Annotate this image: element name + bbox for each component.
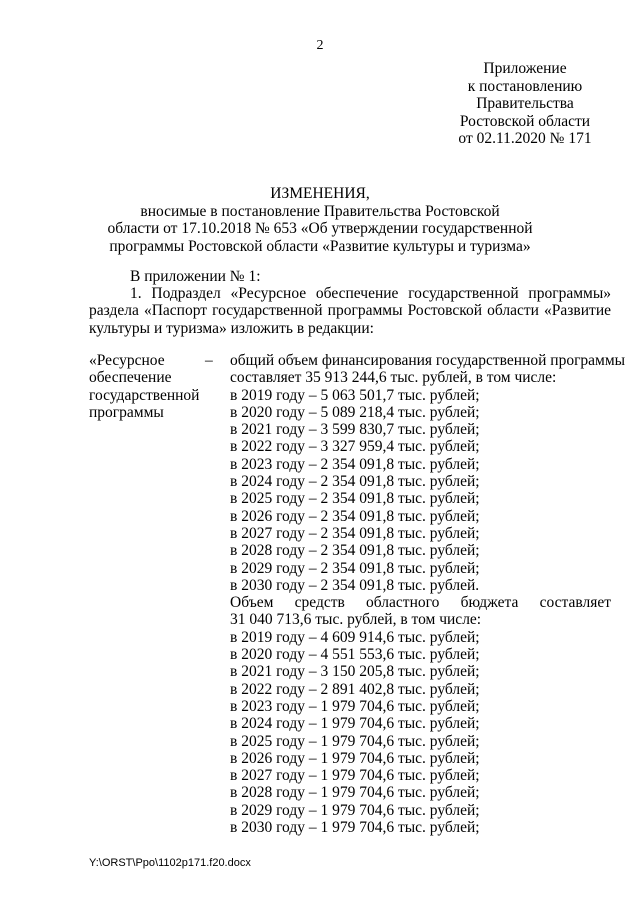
regional-year-line: в 2026 году – 1 979 704,6 тыс. рублей; <box>230 749 480 767</box>
total-year-line: в 2023 году – 2 354 091,8 тыс. рублей; <box>230 455 480 473</box>
appendix-header <box>430 60 620 148</box>
title-line: программы Ростовской области «Развитие культуры и туризма» <box>109 237 531 255</box>
regional-year-line: в 2024 году – 1 979 704,6 тыс. рублей; <box>230 715 480 733</box>
regional-year-line: в 2029 году – 1 979 704,6 тыс. рублей; <box>230 801 480 819</box>
regional-year-line: в 2025 году – 1 979 704,6 тыс. рублей; <box>230 732 480 750</box>
total-year-line: в 2026 году – 2 354 091,8 тыс. рублей; <box>230 507 480 525</box>
section-label-line: программы <box>89 403 164 421</box>
title-heading: ИЗМЕНЕНИЯ, <box>270 185 370 202</box>
regional-year-line: в 2020 году – 4 551 553,6 тыс. рублей; <box>230 646 480 664</box>
total-year-line: в 2021 году – 3 599 830,7 тыс. рублей; <box>230 421 480 439</box>
regional-word: Объем <box>230 594 274 612</box>
total-year-line: в 2019 году – 5 063 501,7 тыс. рублей; <box>230 386 480 404</box>
total-year-line: в 2025 году – 2 354 091,8 тыс. рублей; <box>230 490 480 508</box>
regional-year-line: в 2019 году – 4 609 914,6 тыс. рублей; <box>230 628 480 646</box>
appendix-line: к постановлению <box>467 77 583 95</box>
regional-word: средств <box>294 594 345 612</box>
regional-year-line: в 2023 году – 1 979 704,6 тыс. рублей; <box>230 697 480 715</box>
total-year-line: в 2022 году – 3 327 959,4 тыс. рублей; <box>230 438 480 456</box>
title-line: вносимые в постановление Правительства Ростовской <box>140 202 500 220</box>
total-year-line: в 2028 году – 2 354 091,8 тыс. рублей; <box>230 542 480 560</box>
file-path-footer: Y:\ORST\Ppo\1102p171.f20.docx <box>89 857 251 869</box>
regional-word: областного <box>366 594 440 612</box>
total-year-line: в 2029 году – 2 354 091,8 тыс. рублей; <box>230 559 480 577</box>
total-line: общий объем финансирования государственной программы <box>230 352 626 369</box>
section-label <box>89 352 209 421</box>
section-label-line: государственной <box>89 386 200 404</box>
total-year-line: в 2024 году – 2 354 091,8 тыс. рублей; <box>230 473 480 491</box>
document-title <box>100 185 540 255</box>
regional-year-line: в 2030 году – 1 979 704,6 тыс. рублей; <box>230 819 480 837</box>
regional-word: составляет <box>539 594 611 612</box>
section-label-line: «Ресурсное <box>89 352 165 369</box>
regional-year-line: в 2027 году – 1 979 704,6 тыс. рублей; <box>230 767 480 785</box>
total-line: составляет 35 913 244,6 тыс. рублей, в том числе: <box>230 369 557 387</box>
section-label-line: обеспечение <box>89 369 172 387</box>
regional-year-line: в 2021 году – 3 150 205,8 тыс. рублей; <box>230 663 480 681</box>
page-number: 2 <box>316 38 324 53</box>
funding-details <box>230 352 626 837</box>
regional-year-line: в 2022 году – 2 891 402,8 тыс. рублей; <box>230 680 480 698</box>
regional-word: бюджета <box>460 594 519 612</box>
appendix-line: Правительства <box>476 95 574 112</box>
total-year-line: в 2020 году – 5 089 218,4 тыс. рублей; <box>230 403 480 421</box>
regional-budget-line <box>230 594 611 611</box>
intro-line: В приложении № 1: <box>130 268 261 285</box>
total-year-line: в 2027 году – 2 354 091,8 тыс. рублей; <box>230 524 480 542</box>
appendix-line: Приложение <box>483 60 567 77</box>
regional-total-line: 31 040 713,6 тыс. рублей, в том числе: <box>230 611 482 629</box>
paragraph-1: 1. Подраздел «Ресурсное обеспечение государственной программы» раздела «Паспорт государственной программы Ростовской области «Развитие культуры и туризма» изложить в редакции: <box>89 285 611 337</box>
dash-separator: – <box>205 352 213 369</box>
appendix-line: Ростовской области <box>459 112 591 130</box>
appendix-line: от 02.11.2020 № 171 <box>458 130 592 147</box>
title-line: области от 17.10.2018 № 653 «Об утверждении государственной <box>107 220 533 237</box>
total-year-line: в 2030 году – 2 354 091,8 тыс. рублей. <box>230 576 480 594</box>
regional-year-line: в 2028 году – 1 979 704,6 тыс. рублей; <box>230 784 480 802</box>
